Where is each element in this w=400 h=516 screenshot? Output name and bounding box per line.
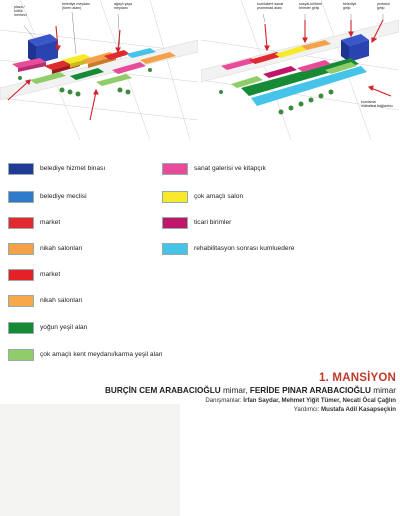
- legend-swatch: [8, 217, 34, 229]
- legend-label: nikah salonları: [40, 245, 83, 252]
- legend-label: çok amaçlı kent meydanı/karma yeşil alan: [40, 351, 163, 358]
- advisors-names: İrfan Saydar, Mehmet Yiğit Tümer, Necati Öcal Çağlın: [243, 397, 396, 404]
- advisors-line: [205, 397, 396, 404]
- legend-label: belediye meclisi: [40, 193, 87, 200]
- legend-swatch: [8, 163, 34, 175]
- legend-label: market: [40, 271, 61, 278]
- legend-swatch: [162, 191, 188, 203]
- legend-label: market: [40, 219, 61, 226]
- award-title: 1. MANSİYON: [319, 372, 396, 384]
- legend-swatch: [162, 243, 188, 255]
- architects-line: [105, 386, 396, 395]
- advisors-label: Danışmanlar:: [205, 397, 242, 404]
- architect-2-name: FERİDE PINAR ARABACIOĞLU: [249, 386, 371, 395]
- municipal-building-block: [28, 34, 58, 64]
- legend-swatch: [8, 191, 34, 203]
- legend-swatch: [8, 322, 34, 334]
- callout-municipal-entrance: belediye girişi: [343, 2, 357, 11]
- legend-swatch: [8, 269, 34, 281]
- callout-neighborhood-link: kumlama mahallesi bağlantısı: [361, 100, 393, 109]
- callout-tree-square: ağaçlı yaya meydanı: [114, 2, 133, 11]
- site-plan-drawing-right: [201, 0, 399, 140]
- legend-label: nikah salonları: [40, 297, 83, 304]
- legend-swatch: [162, 217, 188, 229]
- legend-label: sanat galerisi ve kitapçık: [194, 165, 266, 172]
- architect-1-role: mimar,: [222, 386, 248, 395]
- callout-social-entrance: sosyal-kültürel birimler girişi: [299, 2, 322, 11]
- architect-1-name: BURÇİN CEM ARABACIOĞLU: [105, 386, 221, 395]
- callout-protocol-entrance: protokol girişi: [377, 2, 390, 11]
- legend-swatch: [8, 243, 34, 255]
- assistant-label: Yardımcı:: [293, 406, 320, 413]
- legend-label: çok amaçlı salon: [194, 193, 244, 200]
- assistant-line: [294, 406, 396, 413]
- legend-swatch: [8, 349, 34, 361]
- legend-label: belediye hizmet binası: [40, 165, 106, 172]
- callout-art-promenade: kumlukent sanat promenad alanı: [257, 2, 284, 11]
- assistant-name: Mustafa Adil Kasapseçkin: [321, 406, 396, 413]
- legend-label: rehabilitasyon sonrası kumluedere: [194, 245, 295, 252]
- callout-plaza: plaza / kültür merkezi: [14, 5, 27, 18]
- legend-swatch: [8, 295, 34, 307]
- callout-municipal-square: belediye meydanı (tören alanı): [62, 2, 91, 11]
- credits: [0, 372, 396, 424]
- legend-label: yoğun yeşil alan: [40, 324, 88, 331]
- legend-label: ticari birimler: [194, 219, 232, 226]
- legend-swatch: [162, 163, 188, 175]
- site-plan-drawing-left: [0, 0, 198, 140]
- architect-2-role: mimar: [373, 386, 396, 395]
- legend: [0, 145, 400, 373]
